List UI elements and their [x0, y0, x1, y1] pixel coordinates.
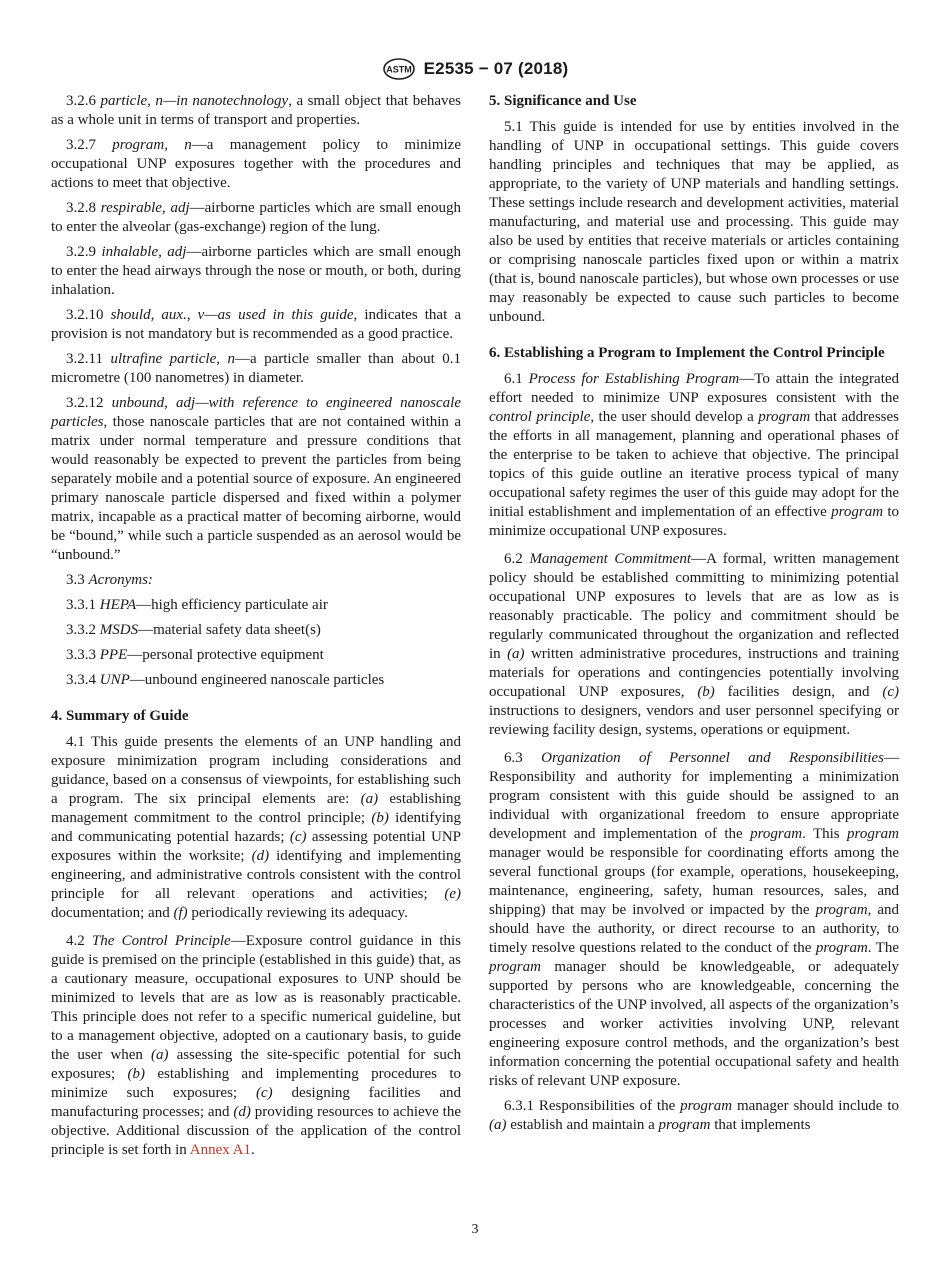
- left-column: [51, 92, 461, 1166]
- annex-a1-link[interactable]: Annex A1: [189, 1142, 251, 1158]
- right-column: [489, 92, 899, 1141]
- acronym-3-3-3: 3.3.3 PPE—personal protective equipment: [66, 647, 324, 663]
- standard-designation: E2535 − 07 (2018): [423, 59, 569, 78]
- section-6-heading: 6. Establishing a Program to Implement the Control Principle: [489, 345, 885, 361]
- paragraph-6-3: 6.3 Organization of Personnel and Responsibilities—Responsibility and authority for implementing a minimization program consistent with this guide should be assigned to an individual with organizational freedom to ensure appropriate development and implementation of the program. This program manager would be responsible for coordinating efforts among the several functional groups (for example, operations, housekeeping, maintenance, engineering, safety, human resources, sales, and shipping) that may be involved or impacted by the program, and should have the authority, or direct recourse to an authority, to timely resolve questions related to the conduct of the program. The program manager should be knowledgeable, or adequately supported by persons who are knowledgeable, concerning the characteristics of the UNP involved, all aspects of the organization’s processes and worker activities involving UNP, relevant engineering exposure control methods, and the organization’s best information concerning the potential occupational safety and health risks of relevant UNP exposure.: [489, 750, 900, 1089]
- astm-logo-icon: [382, 57, 416, 81]
- acronym-3-3-1: 3.3.1 HEPA—high efficiency particulate air: [66, 597, 328, 613]
- definition-3-2-9: 3.2.9 inhalable, adj—airborne particles which are small enough to enter the head airways through the nose or mouth, or both, during inhalation.: [51, 244, 462, 298]
- section-4-heading: 4. Summary of Guide: [51, 708, 189, 724]
- definition-3-2-6: 3.2.6 particle, n—in nanotechnology, a small object that behaves as a whole unit in terms of transport and properties.: [51, 93, 462, 128]
- acronyms-heading: 3.3 Acronyms:: [66, 572, 153, 588]
- paragraph-6-3-1: 6.3.1 Responsibilities of the program manager should include to (a) establish and maintain a program that implements: [489, 1098, 899, 1133]
- acronym-3-3-2: 3.3.2 MSDS—material safety data sheet(s): [66, 622, 321, 638]
- paragraph-4-2: 4.2 The Control Principle—Exposure control guidance in this guide is premised on the principle (established in this guide) that, as a cautionary measure, occupational exposures to UNP should be minimized to levels that are as low as is reasonably practicable. This principle does not refer to a specific numerical guideline, but to a management objective, adopted on a cautionary basis, to guide the user when (a) assessing the site-specific potential for such exposures; (b) establishing and implementing procedures to minimize such exposures; (c) designing facilities and manufacturing processes; and (d) providing resources to achieve the objective. Additional discussion of the application of the control principle is set forth in Annex A1.: [51, 933, 461, 1158]
- definition-3-2-11: 3.2.11 ultrafine particle, n—a particle smaller than about 0.1 micrometre (100 nanometres) in diameter.: [51, 351, 461, 386]
- section-5-heading: 5. Significance and Use: [489, 93, 637, 109]
- definition-3-2-10: 3.2.10 should, aux., v—as used in this guide, indicates that a provision is not mandatory but is recommended as a good practice.: [51, 307, 462, 342]
- astm-logo-text: ASTM: [385, 64, 412, 75]
- definition-3-2-8: 3.2.8 respirable, adj—airborne particles which are small enough to enter the alveolar (gas-exchange) region of the lung.: [51, 200, 462, 235]
- acronym-3-3-4: 3.3.4 UNP—unbound engineered nanoscale particles: [66, 672, 385, 688]
- paragraph-6-2: 6.2 Management Commitment—A formal, written management policy should be established committing to minimizing potential occupational UNP exposures to levels that are as low as is reasonably practicable. The policy and commitment should be regularly communicated throughout the organization and reflected in (a) written administrative procedures, instructions and training materials for operations and contingencies potentially involving occupational UNP exposures, (b) facilities design, and (c) instructions to designers, vendors and user personnel specifying or reviewing facility design, systems, operations or equipment.: [489, 551, 899, 738]
- definition-3-2-7: 3.2.7 program, n—a management policy to minimize occupational UNP exposures together with the procedures and actions to meet that objective.: [51, 137, 461, 191]
- paragraph-6-1: 6.1 Process for Establishing Program—To attain the integrated effort needed to minimize UNP exposures consistent with the control principle, the user should develop a program that addresses the efforts in all management, planning and operational phases of the enterprise to be taken to achieve that objective. The principal topics of this guide outline an iterative process typical of many occupational safety regimes the user of this guide may adopt for the initial establishment and implementation of an effective program to minimize occupational UNP exposures.: [489, 371, 900, 539]
- definition-3-2-12: 3.2.12 unbound, adj—with reference to engineered nanoscale particles, those nanoscale particles that are not contained within a matrix under normal temperature and pressure conditions that would reasonably be expected to prevent the particles from being separately mobile and a potential source of exposure. An engineered primary nanoscale particle dispersed and fixed within a polymer matrix, incapable as a practical matter of becoming airborne, would be “bound,” while such a particle suspended as an aerosol would be “unbound.”: [51, 395, 461, 563]
- paragraph-5-1: 5.1 This guide is intended for use by entities involved in the handling of UNP in occupational settings. This guide covers handling principles and techniques that may be applied, as appropriate, to the variety of UNP materials and handling settings. These settings include research and development activities, material manufacturing, and material use and processing. This guide may also be used by entities that receive materials or articles containing or comprising nanoscale particles fixed upon or within a matrix (that is, bound nanoscale particles), but whose own processes or use may reasonably be expected to cause such particles to become unbound.: [489, 119, 899, 325]
- paragraph-4-1: 4.1 This guide presents the elements of an UNP handling and exposure minimization program including considerations and guidance, based on a consensus of viewpoints, for establishing such a program. The six principal elements are: (a) establishing management commitment to the control principle; (b) identifying and communicating potential hazards; (c) assessing potential UNP exposures within the worksite; (d) identifying and implementing engineering, and administrative controls consistent with the control principle for all relevant operations and activities; (e) documentation; and (f) periodically reviewing its adequacy.: [51, 734, 461, 921]
- page-header: [0, 56, 950, 82]
- page-number: 3: [471, 1222, 479, 1237]
